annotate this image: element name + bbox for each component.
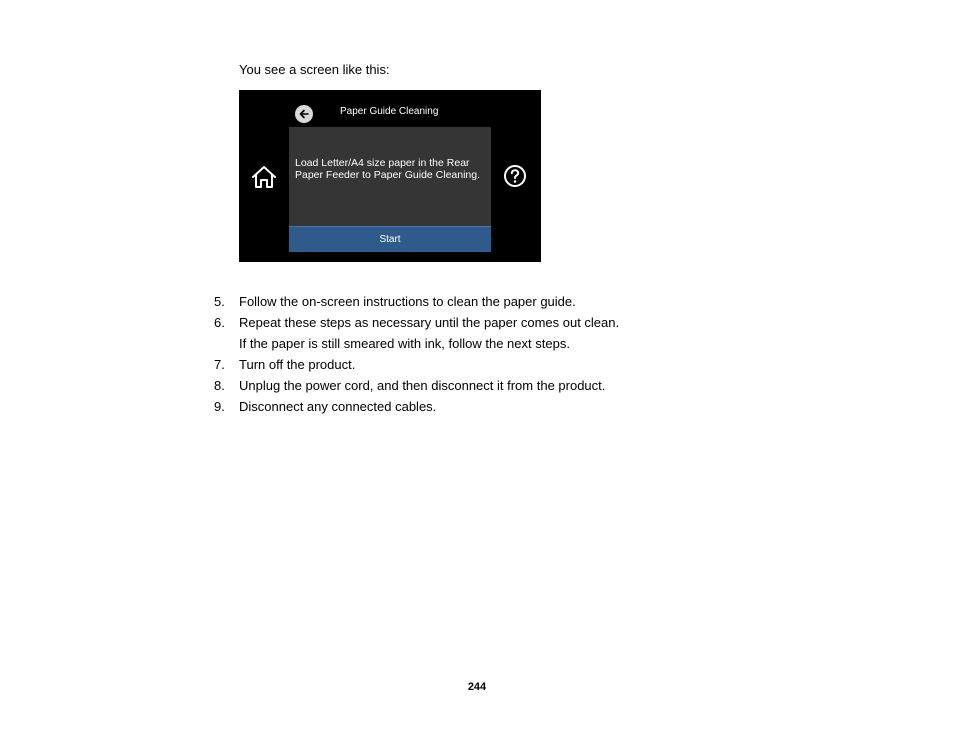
- step-text: Turn off the product.: [239, 357, 356, 372]
- page-number: 244: [467, 681, 487, 693]
- back-button[interactable]: [295, 105, 313, 123]
- step-number: 6.: [214, 315, 225, 330]
- step-text: Unplug the power cord, and then disconnect it from the product.: [239, 378, 606, 393]
- step-text: Disconnect any connected cables.: [239, 399, 437, 414]
- back-arrow-icon: [298, 108, 310, 120]
- screen-message: Load Letter/A4 size paper in the Rear Paper Feeder to Paper Guide Cleaning.: [295, 157, 481, 181]
- start-button[interactable]: Start: [289, 226, 491, 252]
- step-text: Repeat these steps as necessary until the paper comes out clean.: [239, 315, 620, 330]
- control-panel-screenshot: [239, 90, 541, 262]
- screen-title: Paper Guide Cleaning: [340, 106, 439, 117]
- note-text: If the paper is still smeared with ink, follow the next steps.: [239, 336, 570, 351]
- help-button[interactable]: [503, 164, 527, 188]
- intro-text: You see a screen like this:: [239, 62, 390, 77]
- step-number: 7.: [214, 357, 225, 372]
- home-button[interactable]: [251, 165, 277, 189]
- help-icon: [503, 164, 527, 188]
- step-number: 8.: [214, 378, 225, 393]
- step-number: 5.: [214, 294, 225, 309]
- home-icon: [251, 165, 277, 189]
- step-number: 9.: [214, 399, 225, 414]
- step-text: Follow the on-screen instructions to clean the paper guide.: [239, 294, 576, 309]
